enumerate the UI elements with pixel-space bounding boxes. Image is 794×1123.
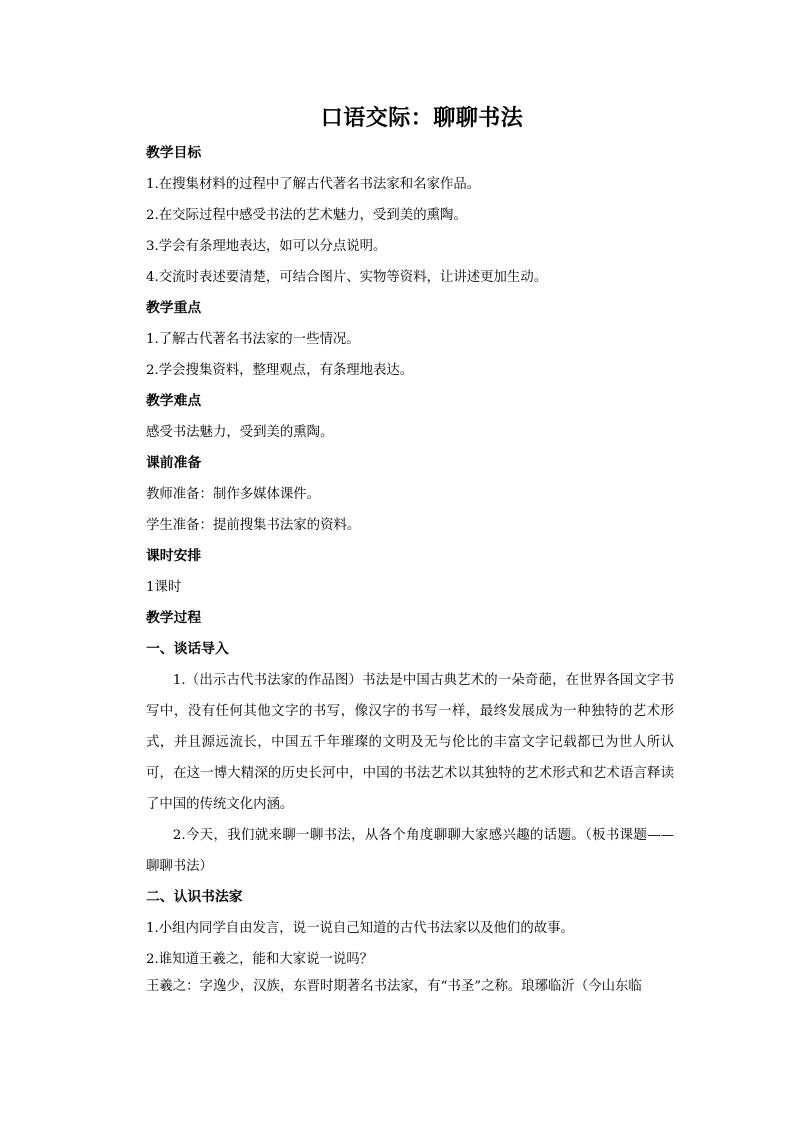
key-point-item-2: 2.学会搜集资料，整理观点，有条理地表达。	[146, 363, 414, 378]
calligrapher-item-1: 1.小组内同学自由发言，说一说自己知道的古代书法家以及他们的故事。	[146, 921, 574, 936]
section-heading-process: 教学过程	[146, 610, 202, 626]
intro-paragraph-2: 2.今天，我们就来聊一聊书法，从各个角度聊聊大家感兴趣的话题。（板书课题——聊聊书法）	[146, 828, 674, 874]
section-heading-difficulty: 教学难点	[146, 393, 202, 409]
subsection-heading-intro: 一、谈话导入	[146, 641, 229, 657]
schedule-text: 1课时	[146, 580, 182, 595]
teacher-preparation: 教师准备：制作多媒体课件。	[146, 487, 321, 502]
goal-item-3: 3.学会有条理地表达，如可以分点说明。	[146, 239, 387, 254]
goal-item-1: 1.在搜集材料的过程中了解古代著名书法家和名家作品。	[146, 177, 481, 192]
goal-item-4: 4.交流时表述要清楚，可结合图片、实物等资料，让讲述更加生动。	[146, 270, 548, 285]
intro-paragraph-1: 1.（出示古代书法家的作品图）书法是中国古典艺术的一朵奇葩，在世界各国文字书写中，没有任何其他文字的书写，像汉字的书写一样，最终发展成为一种独特的艺术形式，并且源远流长，中国五千年璀璨的文明及无与伦比的丰富文字记载都已为世人所认可，在这一博大精深的历史长河中，中国的书法艺术以其独特的艺术形式和艺术语言释读了中国的传统文化内涵。	[146, 673, 674, 812]
calligrapher-item-2: 2.谁知道王羲之，能和大家说一说吗？	[146, 952, 374, 967]
section-heading-schedule: 课时安排	[146, 548, 202, 564]
wang-xizhi-text: 王羲之：字逸少，汉族，东晋时期著名书法家，有“书圣”之称。琅琊临沂（今山东临	[146, 979, 642, 994]
section-heading-goals: 教学目标	[146, 145, 202, 161]
key-point-item-1: 1.了解古代著名书法家的一些情况。	[146, 332, 360, 347]
subsection-heading-calligraphers: 二、认识书法家	[146, 889, 243, 905]
section-heading-key-points: 教学重点	[146, 300, 202, 316]
section-heading-preparation: 课前准备	[146, 455, 202, 471]
student-preparation: 学生准备：提前搜集书法家的资料。	[146, 518, 361, 533]
document-body	[146, 138, 674, 1006]
difficulty-text: 感受书法魅力，受到美的熏陶。	[146, 425, 334, 440]
page-title: 口语交际：聊聊书法	[320, 105, 524, 131]
goal-item-2: 2.在交际过程中感受书法的艺术魅力，受到美的熏陶。	[146, 208, 467, 223]
